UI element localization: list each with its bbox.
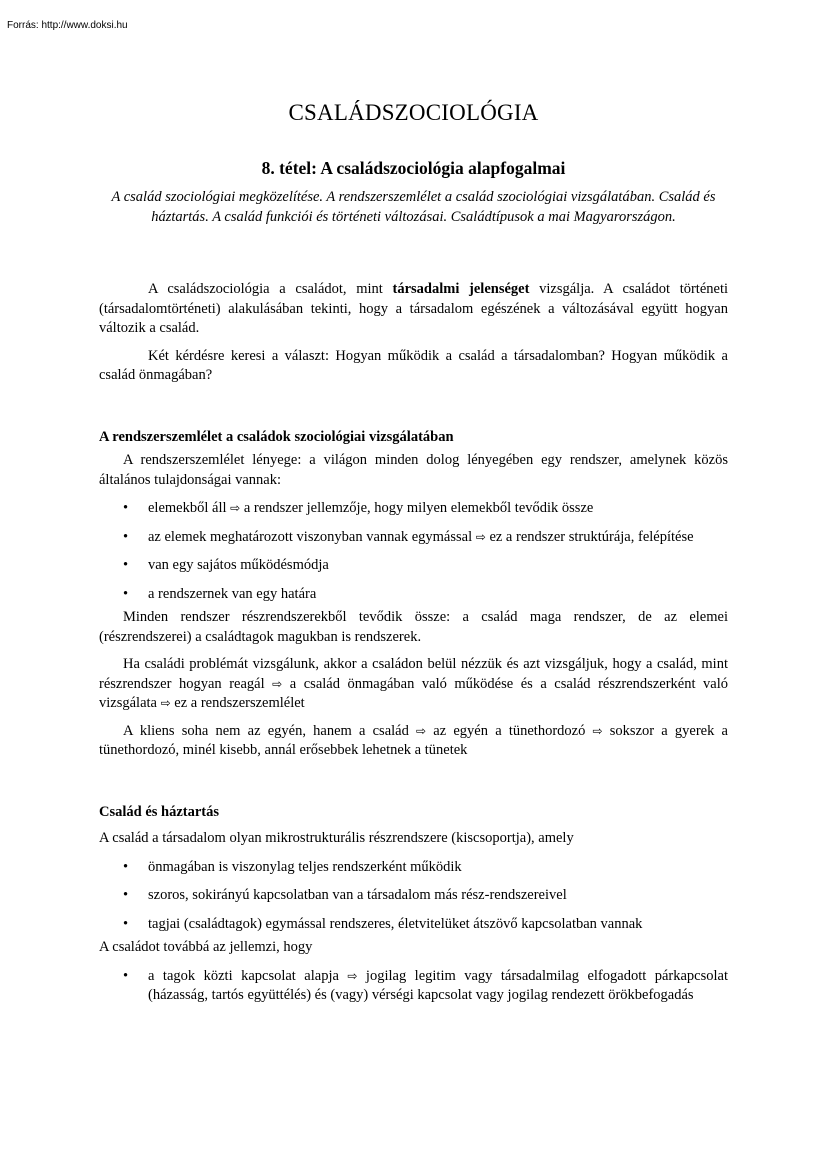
arrow-right-icon: ⇨: [160, 696, 171, 710]
systems-paragraph-3: Ha családi problémát vizsgálunk, akkor a családon belül nézzük és azt vizsgáljuk, hogy a család, mint részrendszer hogyan reagál ⇨ a család önmagában való működése és a család részrendszerként való vizsgálata ⇨ ez a rendszerszemlélet: [99, 656, 728, 711]
list-item: • szoros, sokirányú kapcsolatban van a társadalom más rész-rendszereivel: [99, 886, 728, 906]
household-bullet-list-2: [99, 967, 728, 1006]
bullet-icon: •: [123, 887, 129, 903]
arrow-right-icon: ⇨: [230, 501, 241, 515]
list-item: • tagjai (családtagok) egymással rendszeres, életvitelüket átszövő kapcsolatban vannak: [99, 915, 728, 935]
household-paragraph-1: A család a társadalom olyan mikrostrukturális részrendszere (kiscsoportja), amely: [99, 830, 574, 846]
systems-paragraph-1: A rendszerszemlélet lényege: a világon minden dolog lényegében egy rendszer, amelynek közös általános tulajdonságai vannak:: [99, 452, 728, 488]
source-note: Forrás: http://www.doksi.hu: [7, 20, 128, 31]
bullet-icon: •: [123, 858, 129, 875]
list-item: • önmagában is viszonylag teljes rendszerként működik: [99, 858, 728, 878]
bullet-icon: •: [123, 528, 129, 545]
intro-paragraph-2: Két kérdésre keresi a választ: Hogyan működik a család a társadalomban? Hogyan működik a család önmagában?: [99, 347, 728, 383]
bold-term: társadalmi jelenséget: [392, 281, 530, 297]
arrow-right-icon: ⇨: [475, 529, 486, 544]
arrow-right-icon: ⇨: [416, 723, 427, 738]
arrow-right-icon: ⇨: [272, 676, 283, 691]
bullet-icon: •: [123, 500, 129, 516]
list-item: • a rendszernek van egy határa: [99, 585, 728, 605]
document-body: [99, 280, 728, 1006]
bullet-icon: •: [123, 557, 129, 573]
arrow-right-icon: ⇨: [592, 723, 603, 738]
list-item: • elemekből áll ⇨ a rendszer jellemzője, hogy milyen elemekből tevődik össze: [99, 499, 728, 519]
thesis-subtitle: 8. tétel: A családszociológia alapfogalmai: [261, 158, 566, 178]
bullet-icon: •: [123, 585, 129, 602]
section-heading-systems: A rendszerszemlélet a családok szociológiai vizsgálatában: [99, 428, 454, 445]
bullet-icon: •: [123, 915, 129, 932]
section-heading-family-household: Család és háztartás: [99, 803, 220, 820]
list-item: • van egy sajátos működésmódja: [99, 556, 728, 576]
bullet-icon: •: [123, 967, 129, 984]
household-bullet-list-1: [99, 858, 728, 935]
list-item: • a tagok közti kapcsolat alapja ⇨ jogilag legitim vagy társadalmilag elfogadott párkapcsolat (házasság, tartós együttélés) és (vagy) vérségi kapcsolat vagy jogilag rendezett örökbefogadás: [123, 967, 729, 1003]
list-item: • az elemek meghatározott viszonyban vannak egymással ⇨ ez a rendszer struktúrája, felépítése: [99, 528, 728, 548]
intro-paragraph-1: A családszociológia a családot, mint társadalmi jelenséget vizsgálja. A családot történeti (társadalomtörténeti) alakulásában tekinti, hogy a társadalom egészének a változásával együtt hogyan változik a család.: [99, 281, 729, 336]
topics-line: A család szociológiai megközelítése. A rendszerszemlélet a család szociológiai vizsgálatában. Család és háztartás. A család funkciói és történeti változásai. Családtípusok a mai Magyarországon.: [111, 189, 716, 225]
systems-paragraph-4: A kliens soha nem az egyén, hanem a család ⇨ az egyén a tünethordozó ⇨ sokszor a gyerek a tünethordozó, minél kisebb, annál erősebbek lehetnek a tünetek: [99, 722, 728, 758]
systems-bullet-list: [99, 499, 728, 604]
document-title: CSALÁDSZOCIOLÓGIA: [288, 100, 539, 125]
systems-paragraph-2: Minden rendszer részrendszerekből tevődik össze: a család maga rendszer, de az elemei (részrendszerei) a családtagok magukban is rendszerek.: [99, 609, 728, 645]
arrow-right-icon: ⇨: [347, 968, 358, 983]
household-paragraph-2: A családot továbbá az jellemzi, hogy: [99, 939, 313, 955]
